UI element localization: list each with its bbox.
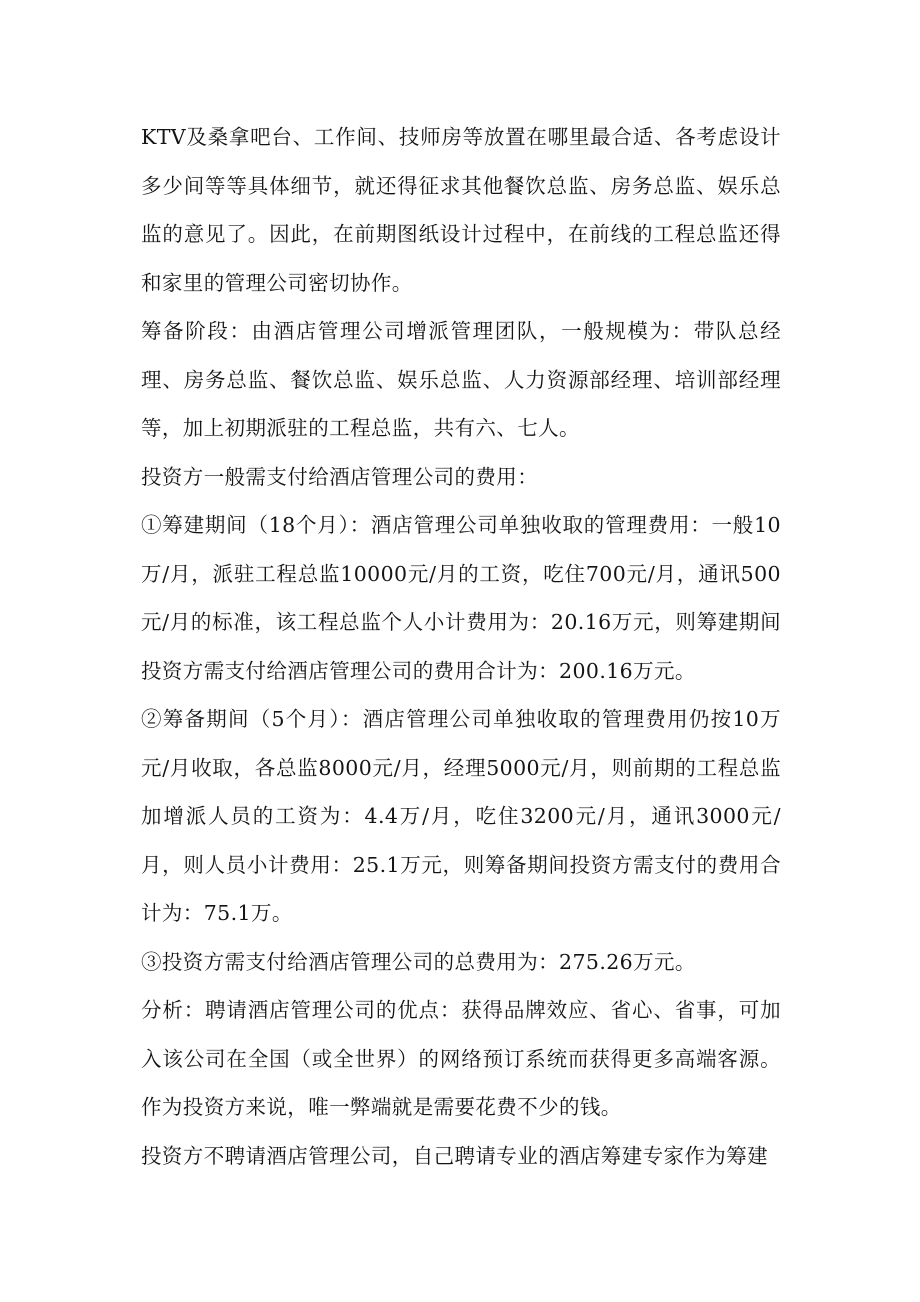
paragraph-total-fees: ③投资方需支付给酒店管理公司的总费用为：275.26万元。 bbox=[141, 949, 696, 974]
paragraph-preparation-period-fees: ②筹备期间（5个月）：酒店管理公司单独收取的管理费用仍按10万元/月收取，各总监8000元/月，经理5000元/月，则前期的工程总监加增派人员的工资为：4.4万/月，吃住3200元/月，通讯3000元/月，则人员小计费用：25.1万元，则筹备期间投资方需支付的费用合计为：75.1万。 bbox=[141, 707, 781, 925]
paragraph-fees-heading: 投资方一般需支付给酒店管理公司的费用： bbox=[141, 464, 539, 489]
document-body bbox=[141, 113, 781, 1180]
paragraph-ktv-design-details: KTV及桑拿吧台、工作间、技师房等放置在哪里最合适、各考虑设计多少间等等具体细节，就还得征求其他餐饮总监、房务总监、娱乐总监的意见了。因此，在前期图纸设计过程中，在前线的工程总监还得和家里的管理公司密切协作。 bbox=[141, 125, 781, 295]
paragraph-self-hire-experts: 投资方不聘请酒店管理公司，自己聘请专业的酒店筹建专家作为筹建 bbox=[141, 1143, 768, 1168]
paragraph-analysis: 分析：聘请酒店管理公司的优点：获得品牌效应、省心、省事，可加入该公司在全国（或全世界）的网络预订系统而获得更多高端客源。作为投资方来说，唯一弊端就是需要花费不少的钱。 bbox=[141, 998, 781, 1119]
paragraph-preparation-stage: 筹备阶段：由酒店管理公司增派管理团队，一般规模为：带队总经理、房务总监、餐饮总监、娱乐总监、人力资源部经理、培训部经理等，加上初期派驻的工程总监，共有六、七人。 bbox=[141, 319, 781, 440]
paragraph-construction-period-fees: ①筹建期间（18个月）：酒店管理公司单独收取的管理费用：一般10万/月，派驻工程总监10000元/月的工资，吃住700元/月，通讯500元/月的标准，该工程总监个人小计费用为：20.16万元，则筹建期间投资方需支付给酒店管理公司的费用合计为：200.16万元。 bbox=[141, 513, 781, 683]
